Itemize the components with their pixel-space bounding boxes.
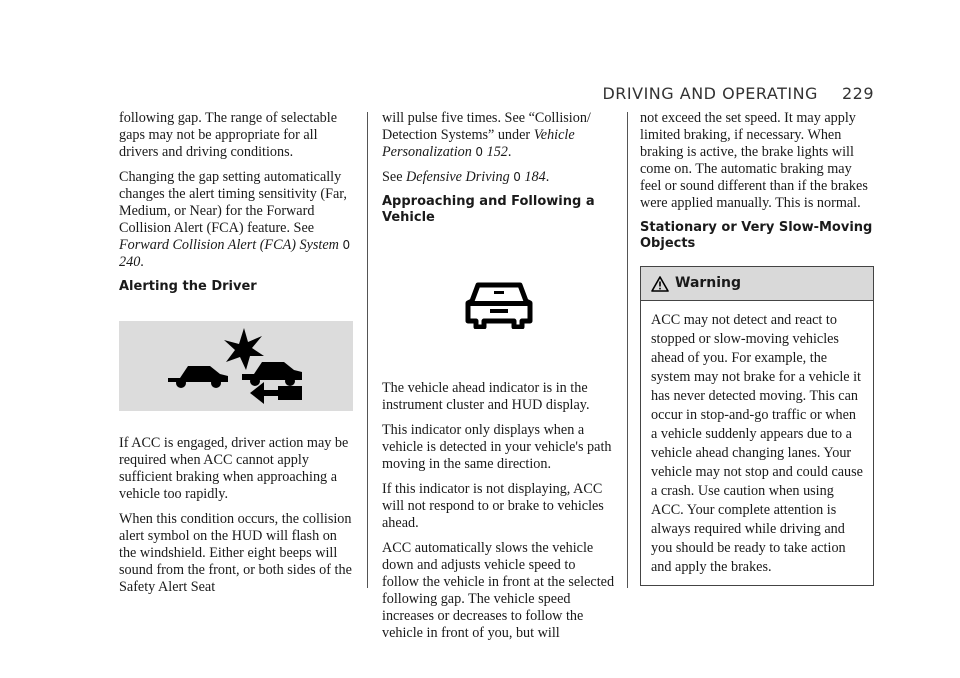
column-divider (627, 112, 628, 588)
warning-body: ACC may not detect and react to stopped or slow-moving vehicles ahead of you. For example, the system may not brake for a vehicle it has never detected moving. This can occur in stop-and-go traffic or when a vehicle suddenly appears due to a vehicle ahead changing lanes. Your vehicle may not stop and could cause a crash. Use caution when using ACC. Your complete attention is always required while driving and you should be ready to take action and apply the brakes. (651, 312, 863, 575)
paragraph: will pulse five times. See “Collision/ Detection Systems” under Vehicle Personalization 0 152. (382, 110, 591, 160)
cross-reference-link[interactable]: Vehicle Personalization (382, 127, 575, 160)
column-1 (119, 110, 353, 604)
column-2 (382, 110, 616, 650)
paragraph: If ACC is engaged, driver action may be required when ACC cannot apply sufficient braking when approaching a vehicle too rapidly. (119, 435, 349, 502)
running-head (602, 84, 874, 103)
warning-triangle-icon (651, 276, 669, 292)
paragraph: This indicator only displays when a vehicle is detected in your vehicle's path moving in the same direction. (382, 422, 612, 472)
section-heading: Alerting the Driver (119, 279, 257, 294)
paragraph: not exceed the set speed. It may apply limited braking, if necessary. When braking is active, the brake lights will come on. The automatic braking may feel or sound different than if the brakes were applied manually. This is normal. (640, 110, 868, 211)
cross-reference-link[interactable]: Forward Collision Alert (FCA) System (119, 237, 339, 253)
warning-box (640, 266, 874, 586)
section-heading: Stationary or Very Slow-Moving Objects (640, 220, 873, 251)
paragraph: Changing the gap setting automatically changes the alert timing sensitivity (Far, Medium, or Near) for the Forward Collision Alert (FCA) feature. See Forward Collision Alert (FCA) System 0 240. (119, 169, 351, 270)
paragraph: If this indicator is not displaying, ACC will not respond to or brake to vehicles ahead. (382, 481, 604, 531)
collision-alert-figure (119, 321, 353, 411)
page-ref-arrow: 0 (513, 170, 521, 184)
warning-header (641, 267, 873, 301)
section-title: DRIVING AND OPERATING (602, 84, 818, 103)
page-ref-arrow: 0 (475, 145, 484, 159)
section-heading: Approaching and Following a Vehicle (382, 194, 595, 225)
column-3 (640, 110, 874, 586)
page-ref[interactable]: 152 (486, 144, 508, 160)
page-ref-arrow: 0 (342, 238, 351, 252)
warning-title: Warning (675, 275, 742, 291)
collision-alert-icon (166, 326, 306, 406)
page-ref[interactable]: 184 (524, 169, 546, 185)
page-number: 229 (841, 84, 874, 103)
paragraph: following gap. The range of selectable gaps may not be appropriate for all drivers and driving conditions. (119, 110, 337, 160)
cross-reference-link[interactable]: Defensive Driving (406, 169, 510, 185)
paragraph: ACC automatically slows the vehicle down and adjusts vehicle speed to follow the vehicle in front at the selected following gap. The vehicle speed increases or decreases to follow the vehicle in front of you, but will (382, 540, 615, 641)
paragraph: When this condition occurs, the collision alert symbol on the HUD will flash on the windshield. Either eight beeps will sound from the front, or both sides of the Safety Alert Seat (119, 511, 352, 595)
vehicle-ahead-icon (464, 279, 534, 329)
paragraph: The vehicle ahead indicator is in the instrument cluster and HUD display. (382, 380, 590, 413)
paragraph: See Defensive Driving 0 184. (382, 169, 550, 185)
page-ref[interactable]: 240 (119, 254, 141, 270)
vehicle-ahead-figure (382, 266, 616, 342)
column-divider (367, 112, 368, 588)
